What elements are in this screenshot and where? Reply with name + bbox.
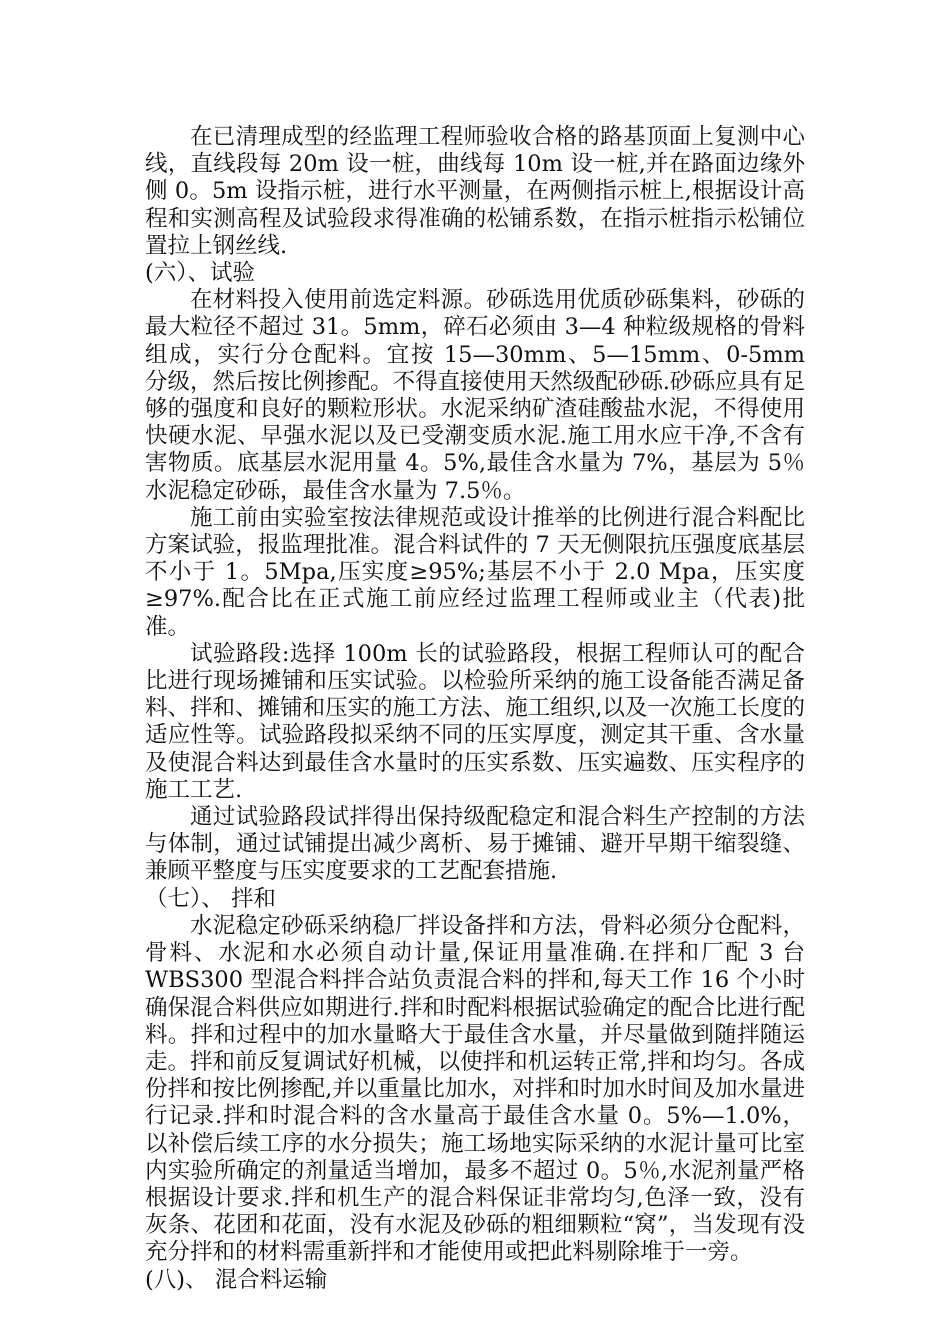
document-body: [145, 124, 805, 1294]
paragraph-mix-design: 施工前由实验室按法律规范或设计推举的比例进行混合料配比方案试验，报监理批准。混合料试件的 7 天无侧限抗压强度底基层不小于 1。5Mpa,压实度≥95%;基层不小于 2.0 Mpa，压实度≥97%.配合比在正式施工前应经过监理工程师或业主（代表)批准。: [145, 504, 805, 640]
paragraph-survey: 在已清理成型的经监理工程师验收合格的路基顶面上复测中心线，直线段每 20m 设一桩，曲线每 10m 设一桩,并在路面边缘外侧 0。5m 设指示桩，进行水平测量，在两侧指示桩上,根据设计高程和实测高程及试验段求得准确的松铺系数，在指示桩指示松铺位置拉上钢丝线.: [145, 124, 805, 259]
paragraph-test-results: 通过试验路段试拌得出保持级配稳定和混合料生产控制的方法与体制，通过试铺提出减少离析、易于摊铺、避开早期干缩裂缝、兼顾平整度与压实度要求的工艺配套措施.: [145, 804, 805, 885]
heading-section-6: (六）、试验: [145, 260, 256, 287]
paragraph-mixing: 水泥稳定砂砾采纳稳厂拌设备拌和方法，骨料必须分仓配料，骨料、水泥和水必须自动计量,保证用量准确.在拌和厂配 3 台 WBS300 型混合料拌合站负责混合料的拌和,每天工作 16 个小时确保混合料供应如期进行.拌和时配料根据试验确定的配合比进行配料。拌和过程中的加水量略大于最佳含水量，并尽量做到随拌随运走。拌和前反复调试好机械，以使拌和机运转正常,拌和均匀。各成份拌和按比例掺配,并以重量比加水，对拌和时加水时间及加水量进行记录.拌和时混合料的含水量高于最佳含水量 0。5%—1.0%，以补偿后续工序的水分损失；施工场地实际采纳的水泥计量可比室内实验所确定的剂量适当增加，最多不超过 0。5％,水泥剂量严格根据设计要求.拌和机生产的混合料保证非常均匀,色泽一致，没有灰条、花团和花面，没有水泥及砂砾的粗细颗粒“窝”，当发现有没充分拌和的材料需重新拌和才能使用或把此料剔除堆于一旁。: [145, 912, 805, 1266]
heading-section-8: (八)、 混合料运输: [145, 1266, 328, 1293]
paragraph-materials: 在材料投入使用前选定料源。砂砾选用优质砂砾集料，砂砾的最大粒径不超过 31。5mm，碎石必须由 3—4 种粒级规格的骨料组成，实行分仓配料。宜按 15—30mm、5—15mm、0-5mm 分级，然后按比例掺配。不得直接使用天然级配砂砾.砂砾应具有足够的强度和良好的颗粒形状。水泥采纳矿渣硅酸盐水泥，不得使用快硬水泥、早强水泥以及已受潮变质水泥.施工用水应干净,不含有害物质。底基层水泥用量 4。5%,最佳含水量为 7%，基层为 5％水泥稳定砂砾，最佳含水量为 7.5％。: [145, 287, 805, 504]
heading-section-7: （七）、 拌和: [145, 885, 276, 912]
paragraph-test-section: 试验路段:选择 100m 长的试验路段，根据工程师认可的配合比进行现场摊铺和压实试验。以检验所采纳的施工设备能否满足备料、拌和、摊铺和压实的施工方法、施工组织,以及一次施工长度的适应性等。试验路段拟采纳不同的压实厚度，测定其干重、含水量及使混合料达到最佳含水量时的压实系数、压实遍数、压实程序的施工工艺.: [145, 640, 805, 803]
